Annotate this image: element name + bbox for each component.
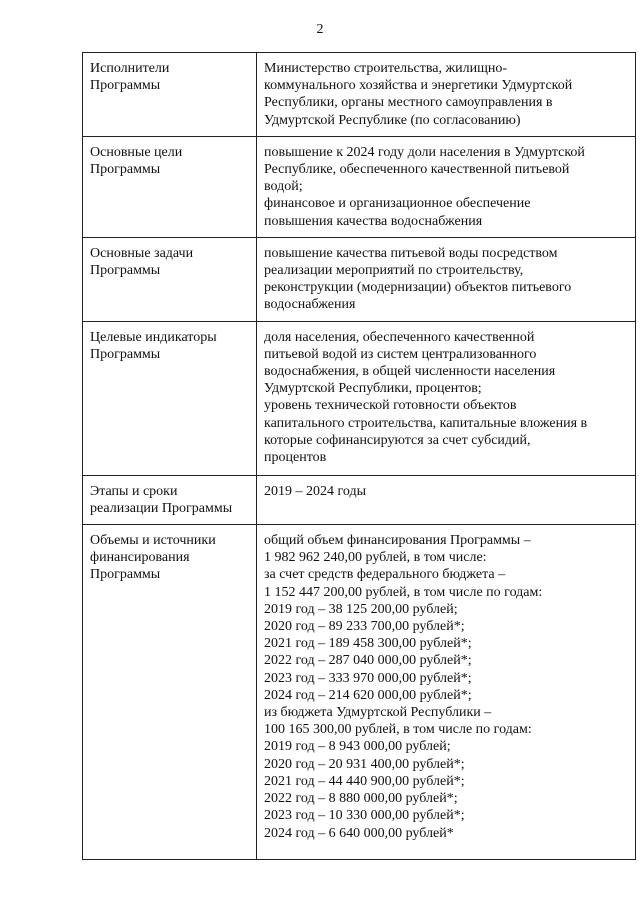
row-value-line: Министерство строительства, жилищно- bbox=[264, 61, 508, 76]
row-value-cell bbox=[257, 136, 636, 237]
row-label-line: Программы bbox=[90, 567, 161, 583]
row-value-line: 1 152 447 200,00 рублей, в том числе по годам: bbox=[264, 584, 543, 600]
row-value-line: из бюджета Удмуртской Республики – bbox=[264, 705, 492, 721]
row-value-line: 1 982 962 240,00 рублей, в том числе: bbox=[264, 550, 487, 566]
row-label-line: Основные цели bbox=[90, 144, 183, 160]
row-label-cell bbox=[83, 136, 257, 237]
row-value-line: 2021 год – 44 440 900,00 рублей*; bbox=[264, 773, 465, 789]
table-row bbox=[83, 136, 636, 237]
row-label-line: финансирования bbox=[90, 550, 190, 566]
table-row bbox=[83, 237, 636, 321]
row-value-line: 2019 – 2024 годы bbox=[264, 483, 367, 499]
row-value-line: 2022 год – 8 880 000,00 рублей*; bbox=[264, 791, 458, 807]
row-label-line: реализации Программы bbox=[90, 500, 233, 516]
row-value-line: 2023 год – 333 970 000,00 рублей*; bbox=[264, 670, 472, 686]
row-label-cell bbox=[83, 475, 257, 524]
table-row bbox=[83, 321, 636, 475]
row-label-line: Программы bbox=[90, 346, 161, 362]
row-label-line: Программы bbox=[90, 78, 161, 94]
row-value-line: которые софинансируются за счет субсидий, bbox=[264, 432, 531, 448]
row-value-line: водой; bbox=[264, 179, 303, 195]
row-value-cell bbox=[257, 475, 636, 524]
row-label-line: Программы bbox=[90, 263, 161, 279]
row-value-line: питьевой водой из систем централизованного bbox=[264, 346, 537, 362]
program-passport-table bbox=[82, 52, 636, 860]
row-value-line: реализации мероприятий по строительству, bbox=[264, 263, 524, 279]
row-value-line: повышения качества водоснабжения bbox=[264, 213, 483, 229]
row-value-line: реконструкции (модернизации) объектов питьевого bbox=[264, 280, 572, 296]
row-value-line: 2021 год – 189 458 300,00 рублей*; bbox=[264, 636, 472, 652]
row-value-line: 2020 год – 20 931 400,00 рублей*; bbox=[264, 756, 465, 772]
row-value-line: доля населения, обеспеченного качественной bbox=[264, 329, 535, 345]
row-value-line: Республики, органы местного самоуправления в bbox=[264, 95, 553, 111]
row-value-line: 100 165 300,00 рублей, в том числе по годам: bbox=[264, 722, 532, 738]
table-row bbox=[83, 525, 636, 860]
row-value-line: 2022 год – 287 040 000,00 рублей*; bbox=[264, 653, 472, 669]
row-value-line: общий объем финансирования Программы – bbox=[264, 533, 531, 549]
row-value-line: 2024 год – 214 620 000,00 рублей*; bbox=[264, 687, 472, 703]
row-label-line: Объемы и источники bbox=[90, 533, 216, 549]
row-value-cell bbox=[257, 237, 636, 321]
row-value-line: коммунального хозяйства и энергетики Удмуртской bbox=[264, 78, 573, 94]
row-value-cell bbox=[257, 525, 636, 860]
row-value-line: водоснабжения bbox=[264, 297, 356, 313]
row-value-line: 2023 год – 10 330 000,00 рублей*; bbox=[264, 808, 465, 824]
row-value-line: 2019 год – 8 943 000,00 рублей; bbox=[264, 739, 451, 755]
table-body bbox=[83, 53, 636, 860]
row-value-line: 2019 год – 38 125 200,00 рублей; bbox=[264, 601, 458, 617]
row-value-cell bbox=[257, 53, 636, 137]
page-number: 2 bbox=[316, 22, 324, 37]
row-label-line: Этапы и сроки bbox=[90, 483, 178, 499]
row-label-line: Исполнители bbox=[90, 61, 170, 76]
row-label-line: Целевые индикаторы bbox=[90, 329, 217, 345]
row-value-line: Удмуртской Республике (по согласованию) bbox=[264, 112, 521, 128]
row-label-cell bbox=[83, 237, 257, 321]
row-value-line: повышение к 2024 году доли населения в Удмуртской bbox=[264, 144, 585, 160]
row-value-line: финансовое и организационное обеспечение bbox=[264, 196, 531, 212]
row-label-line: Программы bbox=[90, 162, 161, 178]
row-value-cell bbox=[257, 321, 636, 475]
row-label-cell bbox=[83, 53, 257, 137]
row-value-line: за счет средств федерального бюджета – bbox=[264, 567, 506, 583]
row-value-line: 2020 год – 89 233 700,00 рублей*; bbox=[264, 619, 465, 635]
row-label-cell bbox=[83, 321, 257, 475]
row-label-cell bbox=[83, 525, 257, 860]
table-row bbox=[83, 53, 636, 137]
row-value-line: повышение качества питьевой воды посредством bbox=[264, 245, 558, 261]
row-value-line: Республике, обеспеченного качественной питьевой bbox=[264, 162, 570, 178]
row-value-line: водоснабжения, в общей численности населения bbox=[264, 364, 556, 380]
row-value-line: уровень технической готовности объектов bbox=[264, 398, 517, 414]
row-label-line: Основные задачи bbox=[90, 245, 194, 261]
table-row bbox=[83, 475, 636, 524]
row-value-line: Удмуртской Республики, процентов; bbox=[264, 381, 482, 397]
row-value-line: 2024 год – 6 640 000,00 рублей* bbox=[264, 825, 454, 841]
row-value-line: процентов bbox=[264, 450, 327, 466]
row-value-line: капитального строительства, капитальные вложения в bbox=[264, 415, 588, 431]
